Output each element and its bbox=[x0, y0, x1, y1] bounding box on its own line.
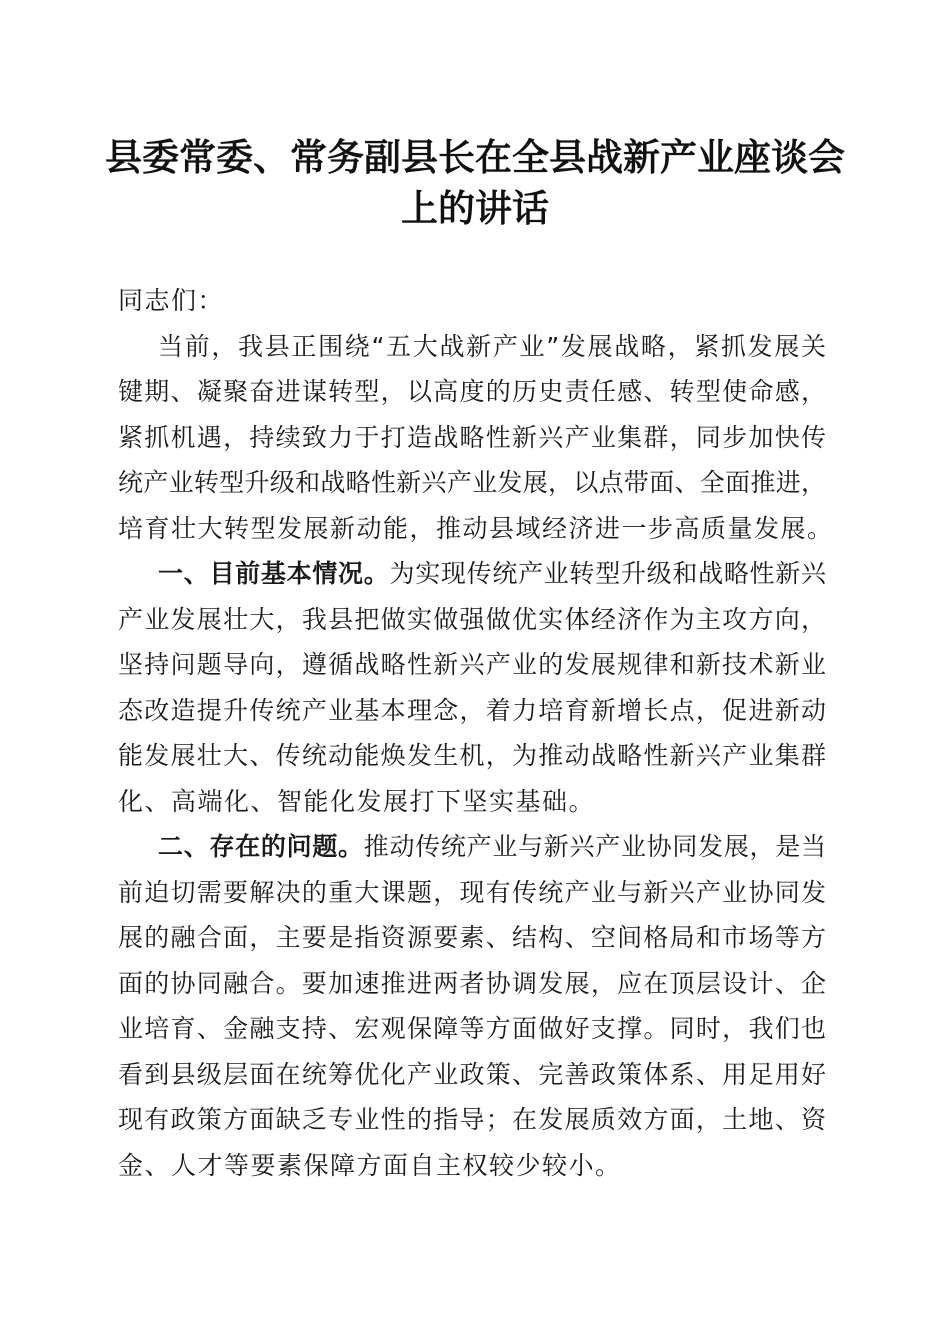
paragraph-line: 能发展壮大、传统动能焕发生机，为推动战略性新兴产业集群 bbox=[118, 741, 826, 770]
section-heading: 一、目前基本情况。 bbox=[158, 559, 390, 588]
document-title bbox=[100, 132, 850, 234]
paragraph-line: 面的协同融合。要加速推进两者协调发展，应在顶层设计、企 bbox=[118, 968, 826, 998]
paragraph-first-line bbox=[118, 551, 826, 597]
paragraph-line: 现有政策方面缺乏专业性的指导；在发展质效方面，土地、资 bbox=[118, 1105, 826, 1134]
paragraph-line: 展的融合面，主要是指资源要素、结构、空间格局和市场等方 bbox=[118, 923, 826, 952]
paragraph-line: 统产业转型升级和战略性新兴产业发展，以点带面、全面推进， bbox=[118, 468, 826, 497]
paragraph-line: 态改造提升传统产业基本理念，着力培育新增长点，促进新动 bbox=[118, 695, 826, 725]
title-line-2: 上的讲话 bbox=[401, 186, 549, 230]
paragraph-first-line bbox=[118, 824, 826, 870]
paragraph-line: 化、高端化、智能化发展打下坚实基础。 bbox=[118, 786, 596, 816]
paragraph-line-text: 推动传统产业与新兴产业协同发展，是当 bbox=[363, 832, 826, 861]
paragraph-line: 金、人才等要素保障方面自主权较少较小。 bbox=[118, 1150, 622, 1180]
paragraph-line: 键期、凝聚奋进谋转型，以高度的历史责任感、转型使命感， bbox=[118, 377, 826, 406]
paragraph-line: 业培育、金融支持、宏观保障等方面做好支撑。同时，我们也 bbox=[118, 1014, 826, 1043]
document-body bbox=[118, 278, 834, 1188]
paragraph-current-situation bbox=[118, 551, 826, 824]
paragraph-line: 坚持问题导向，遵循战略性新兴产业的发展规律和新技术新业 bbox=[118, 650, 826, 679]
paragraph-line-text: 为实现传统产业转型升级和战略性新兴 bbox=[389, 559, 826, 588]
paragraph-line: 紧抓机遇，持续致力于打造战略性新兴产业集群，同步加快传 bbox=[118, 422, 826, 452]
paragraph-line: 产业发展壮大，我县把做实做强做优实体经济作为主攻方向， bbox=[118, 604, 826, 634]
salutation: 同志们： bbox=[118, 286, 225, 315]
paragraph-line: 培育壮大转型发展新动能，推动县域经济进一步高质量发展。 bbox=[118, 513, 834, 543]
section-heading: 二、存在的问题。 bbox=[158, 832, 364, 861]
paragraph-line: 前迫切需要解决的重大课题，现有传统产业与新兴产业协同发 bbox=[118, 877, 826, 907]
paragraph-intro bbox=[118, 324, 834, 552]
paragraph-existing-problems bbox=[118, 824, 826, 1188]
title-line-1: 县委常委、常务副县长在全县战新产业座谈会 bbox=[105, 135, 845, 179]
paragraph-line: 看到县级层面在统筹优化产业政策、完善政策体系、用足用好 bbox=[118, 1059, 826, 1089]
paragraph-line: 当前，我县正围绕“五大战新产业”发展战略，紧抓发展关 bbox=[158, 331, 826, 361]
